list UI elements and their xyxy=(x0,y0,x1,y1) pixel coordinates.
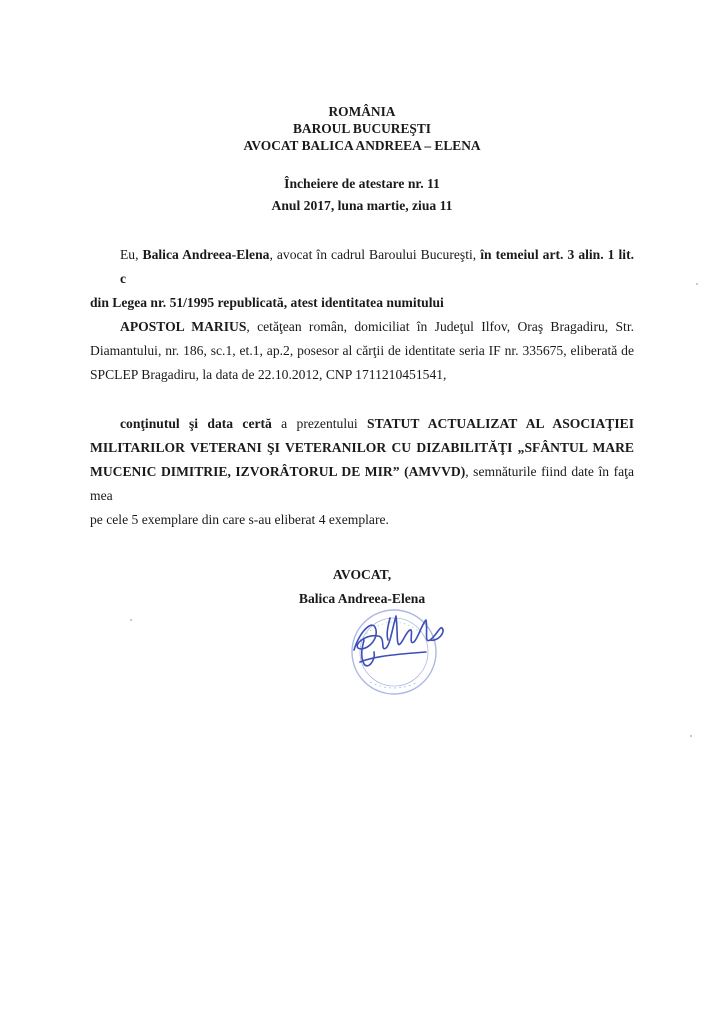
legal-basis: în temeiul art. 3 alin. 1 lit. c xyxy=(120,247,634,286)
handwritten-signature xyxy=(354,616,443,666)
lawyer-name-line: AVOCAT BALICA ANDREEA – ELENA xyxy=(243,138,481,153)
person-name: APOSTOL MARIUS xyxy=(120,319,247,334)
document-title xyxy=(0,173,724,217)
lawyer-name: Balica Andreea-Elena xyxy=(142,247,270,262)
document-title-reference: STATUT ACTUALIZAT AL ASOCIAŢIEI xyxy=(367,416,634,431)
legal-basis-continued: din Legea nr. 51/1995 republicată, atest identitatea numitului xyxy=(90,295,444,310)
stamp-and-signature xyxy=(330,590,470,700)
certificate-date: Anul 2017, luna martie, ziua 11 xyxy=(271,198,453,213)
paragraph-identity-statement: Eu, Balica Andreea-Elena, avocat în cadrul Baroului Bucureşti, în temeiul art. 3 alin. 1 lit. c din Legea nr. 51/1995 republicată, atest identitatea numitului xyxy=(90,247,634,310)
scan-speck xyxy=(696,283,698,285)
bar-association-line: BAROUL BUCUREŞTI xyxy=(292,121,432,136)
certificate-number: Încheiere de atestare nr. 11 xyxy=(284,176,440,191)
paragraph-person-details: APOSTOL MARIUS, cetăţean român, domiciliat în Judeţul Ilfov, Oraş Bragadiru, Str. Diamantului, nr. 186, sc.1, et.1, ap.2, posesor al cărţii de identitate seria IF nr. 335675, eliberată de SPCLEP Bragadiru, la data de 22.10.2012, CNP 1711210451541, xyxy=(90,319,634,382)
signature-name: Balica Andreea-Elena xyxy=(298,591,426,606)
country-line: ROMÂNIA xyxy=(328,104,396,119)
scan-speck xyxy=(130,619,132,621)
signature-role: AVOCAT, xyxy=(332,567,392,582)
scan-speck xyxy=(690,735,692,737)
paragraph-document-content: conţinutul şi data certă a prezentului STATUT ACTUALIZAT AL ASOCIAŢIEI MILITARILOR VETERANI ŞI VETERANILOR CU DIZABILITĂŢI „SFÂNTUL MARE MUCENIC DIMITRIE, IZVORÂTORUL DE MIR” (AMVVD), semnăturile fiind date în faţa mea pe cele 5 exemplare din care s-au eliberat 4 exemplare. xyxy=(90,416,634,527)
letterhead xyxy=(0,103,724,154)
